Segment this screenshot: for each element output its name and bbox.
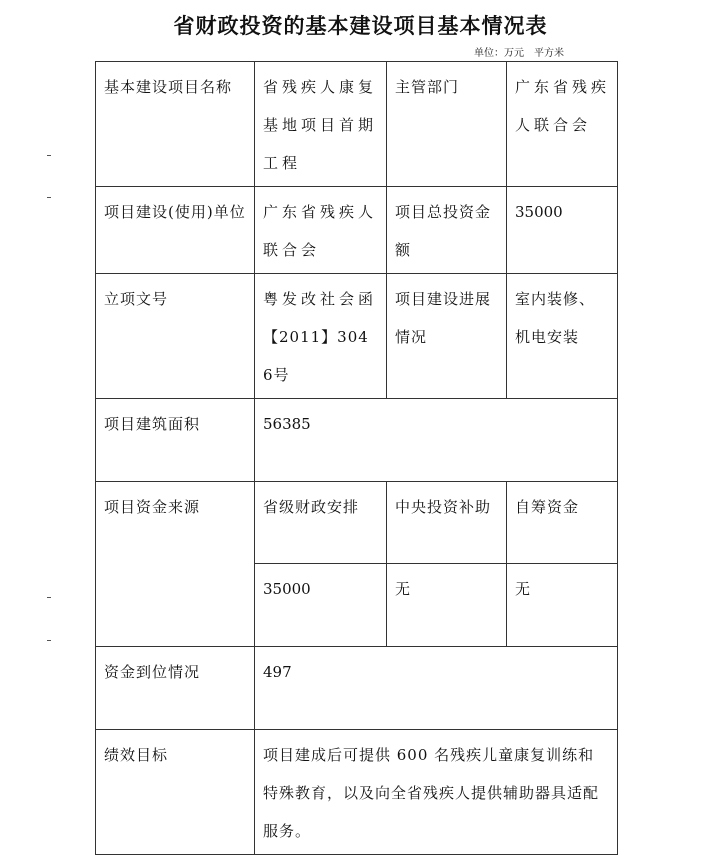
approval-doc-line2: 【2011】3046号 [263, 328, 369, 384]
provincial-fiscal-header: 省级财政安排 [255, 482, 387, 564]
project-name-value: 省残疾人康复基地项目首期工程 [255, 62, 387, 187]
building-area-label: 项目建筑面积 [96, 399, 255, 482]
performance-goal-value: 项目建成后可提供 600 名残疾儿童康复训练和特殊教育，以及向全省残疾人提供辅助器具适配服务。 [255, 730, 618, 855]
unit-area: 平方米 [534, 48, 564, 59]
page-title: 省财政投资的基本建设项目基本情况表 [173, 14, 548, 38]
funds-status-value: 497 [255, 647, 618, 730]
table-row [96, 274, 618, 399]
table-row [96, 482, 618, 564]
building-area-value: 56385 [255, 399, 618, 482]
construction-unit-label: 项目建设(使用)单位 [96, 187, 255, 274]
progress-label: 项目建设进展情况 [387, 274, 507, 399]
funding-source-label: 项目资金来源 [96, 482, 255, 647]
margin-mark [47, 597, 51, 598]
central-subsidy-header: 中央投资补助 [387, 482, 507, 564]
table-row [96, 730, 618, 855]
performance-goal-label: 绩效目标 [96, 730, 255, 855]
self-raised-value: 无 [507, 564, 618, 647]
table-row [96, 187, 618, 274]
project-name-label: 基本建设项目名称 [96, 62, 255, 187]
margin-mark [47, 640, 51, 641]
provincial-fiscal-value: 35000 [255, 564, 387, 647]
progress-value: 室内装修、机电安装 [507, 274, 618, 399]
margin-mark [47, 155, 51, 156]
construction-unit-value: 广东省残疾人联合会 [255, 187, 387, 274]
total-investment-value: 35000 [507, 187, 618, 274]
self-raised-header: 自筹资金 [507, 482, 618, 564]
approval-doc-label: 立项文号 [96, 274, 255, 399]
margin-mark [47, 197, 51, 198]
approval-doc-value [255, 274, 387, 399]
unit-money: 单位：万元 [474, 48, 524, 59]
table-row [96, 399, 618, 482]
total-investment-label: 项目总投资金额 [387, 187, 507, 274]
department-value: 广东省残疾人联合会 [507, 62, 618, 187]
unit-note [474, 44, 574, 59]
table-row [96, 647, 618, 730]
approval-doc-line1: 粤发改社会函 [263, 290, 378, 308]
department-label: 主管部门 [387, 62, 507, 187]
central-subsidy-value: 无 [387, 564, 507, 647]
funds-status-label: 资金到位情况 [96, 647, 255, 730]
project-info-table [95, 61, 618, 855]
table-row [96, 62, 618, 187]
